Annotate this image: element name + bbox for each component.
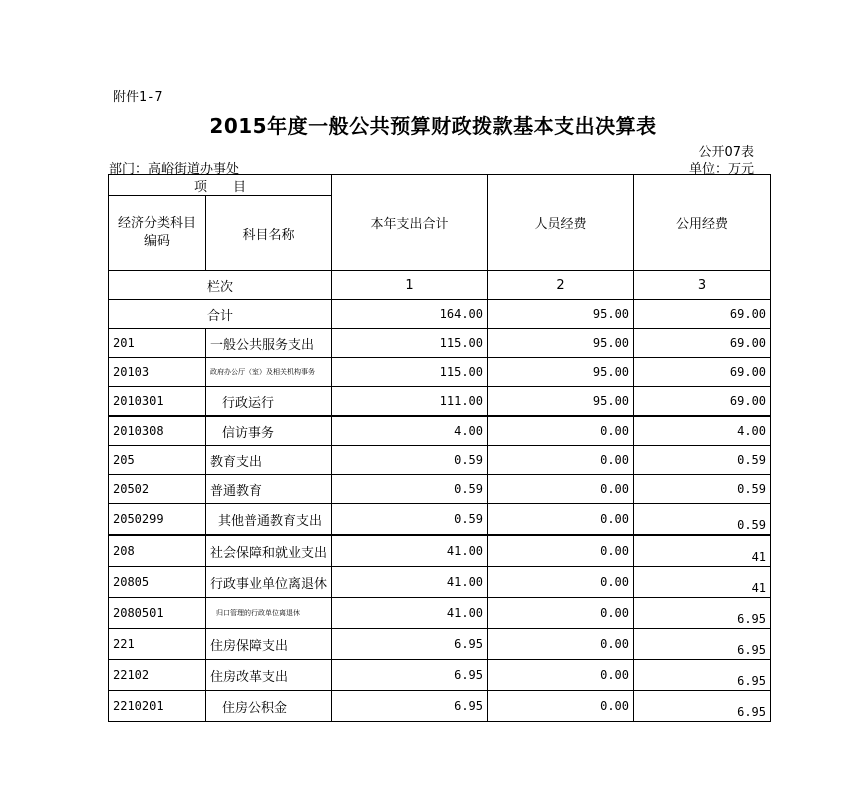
row-name: 住房公积金: [206, 691, 332, 722]
personnel-header: 人员经费: [488, 175, 634, 271]
table-row: [109, 535, 771, 567]
row-public: 41: [634, 535, 771, 567]
row-total: 6.95: [332, 629, 488, 660]
table-row: [109, 416, 771, 446]
row-code: 20103: [109, 358, 206, 387]
attachment-label: 附件1-7: [113, 90, 163, 105]
row-personnel: 0.00: [488, 598, 634, 629]
item-header: 项 目: [109, 175, 332, 196]
row-name: 行政运行: [206, 387, 332, 417]
row-code: 221: [109, 629, 206, 660]
row-code: 2210201: [109, 691, 206, 722]
row-personnel: 0.00: [488, 446, 634, 475]
page-title: 2015年度一般公共预算财政拨款基本支出决算表: [209, 114, 657, 138]
total-row-public: 69.00: [634, 300, 771, 329]
row-code: 22102: [109, 660, 206, 691]
row-name: 一般公共服务支出: [206, 329, 332, 358]
row-code: 20805: [109, 567, 206, 598]
row-name: 社会保障和就业支出: [206, 535, 332, 567]
col-index-label: 栏次: [109, 271, 332, 300]
row-public: 0.59: [634, 475, 771, 504]
table-row: [109, 598, 771, 629]
row-name: 其他普通教育支出: [206, 504, 332, 536]
row-total: 0.59: [332, 475, 488, 504]
row-total: 6.95: [332, 660, 488, 691]
department-label: 部门：高峪街道办事处: [109, 162, 240, 177]
total-row-label: 合计: [109, 300, 332, 329]
table-row: [109, 358, 771, 387]
table-header: [109, 175, 771, 329]
row-total: 6.95: [332, 691, 488, 722]
table-row: [109, 387, 771, 417]
row-personnel: 0.00: [488, 416, 634, 446]
budget-table: [108, 174, 771, 722]
row-total: 41.00: [332, 535, 488, 567]
row-personnel: 0.00: [488, 567, 634, 598]
row-total: 41.00: [332, 567, 488, 598]
row-public: 0.59: [634, 504, 771, 536]
row-personnel: 0.00: [488, 535, 634, 567]
total-row-personnel: 95.00: [488, 300, 634, 329]
col-index-3: 3: [634, 271, 771, 300]
table-row: [109, 329, 771, 358]
table-row: [109, 475, 771, 504]
table-row: [109, 691, 771, 722]
table-row: [109, 629, 771, 660]
row-name: 住房保障支出: [206, 629, 332, 660]
row-personnel: 95.00: [488, 358, 634, 387]
row-name: 教育支出: [206, 446, 332, 475]
table-body: [109, 329, 771, 722]
row-personnel: 0.00: [488, 504, 634, 536]
public-header: 公用经费: [634, 175, 771, 271]
row-name: 归口管理的行政单位离退休: [206, 598, 332, 629]
row-name: 住房改革支出: [206, 660, 332, 691]
table-row: [109, 504, 771, 536]
table-row: [109, 446, 771, 475]
row-name: 政府办公厅（室）及相关机构事务: [206, 358, 332, 387]
row-name: 信访事务: [206, 416, 332, 446]
name-header: 科目名称: [206, 196, 332, 271]
row-code: 2010301: [109, 387, 206, 417]
table-row: [109, 660, 771, 691]
form-number: 公开07表: [698, 145, 754, 160]
row-code: 20502: [109, 475, 206, 504]
total-row-total: 164.00: [332, 300, 488, 329]
row-public: 6.95: [634, 660, 771, 691]
row-personnel: 0.00: [488, 475, 634, 504]
row-personnel: 0.00: [488, 660, 634, 691]
total-row: [109, 300, 771, 329]
row-public: 6.95: [634, 691, 771, 722]
row-code: 2010308: [109, 416, 206, 446]
col-index-2: 2: [488, 271, 634, 300]
row-total: 4.00: [332, 416, 488, 446]
row-public: 69.00: [634, 358, 771, 387]
col-index-1: 1: [332, 271, 488, 300]
row-name: 普通教育: [206, 475, 332, 504]
row-total: 41.00: [332, 598, 488, 629]
row-public: 0.59: [634, 446, 771, 475]
row-public: 6.95: [634, 629, 771, 660]
row-personnel: 0.00: [488, 691, 634, 722]
row-total: 111.00: [332, 387, 488, 417]
row-total: 115.00: [332, 358, 488, 387]
row-code: 208: [109, 535, 206, 567]
row-code: 2080501: [109, 598, 206, 629]
row-total: 0.59: [332, 446, 488, 475]
unit-label: 单位：万元: [688, 162, 754, 177]
row-code: 201: [109, 329, 206, 358]
row-public: 4.00: [634, 416, 771, 446]
row-public: 69.00: [634, 387, 771, 417]
row-public: 6.95: [634, 598, 771, 629]
row-personnel: 95.00: [488, 387, 634, 417]
row-code: 205: [109, 446, 206, 475]
row-code: 2050299: [109, 504, 206, 536]
row-personnel: 95.00: [488, 329, 634, 358]
row-personnel: 0.00: [488, 629, 634, 660]
code-header: 经济分类科目编码: [109, 196, 206, 271]
row-total: 115.00: [332, 329, 488, 358]
row-total: 0.59: [332, 504, 488, 536]
table-row: [109, 567, 771, 598]
row-public: 69.00: [634, 329, 771, 358]
row-name: 行政事业单位离退休: [206, 567, 332, 598]
row-public: 41: [634, 567, 771, 598]
total-header: 本年支出合计: [332, 175, 488, 271]
